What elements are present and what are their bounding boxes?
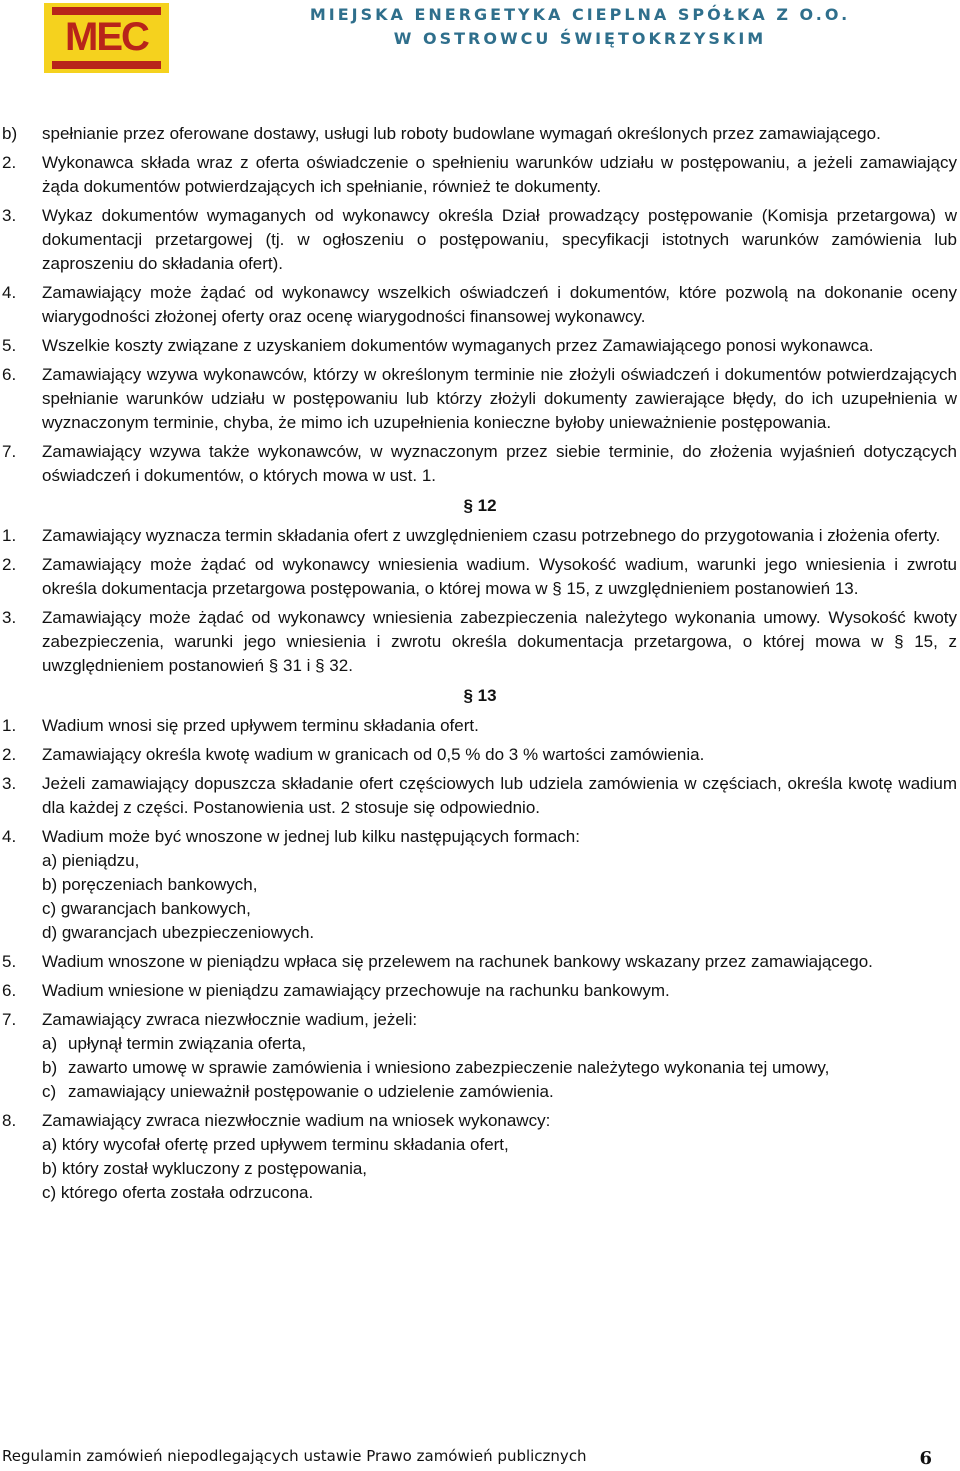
- item-text: b) który został wykluczony z postępowania,: [42, 1159, 368, 1178]
- item-text: a) pieniądzu,: [42, 851, 140, 870]
- item-text: Zamawiający wzywa także wykonawców, w wyznaczonym przez siebie terminie, do złożenia wyjaśnień dotyczących oświadczeń i dokumentów, o których mowa w ust. 1.: [42, 442, 957, 485]
- header-company-city: W OSTROWCU ŚWIĘTOKRZYSKIM: [393, 29, 767, 48]
- logo-text: MEC: [65, 15, 148, 59]
- section-heading: § 12: [463, 496, 497, 515]
- item-number: b): [42, 1058, 58, 1077]
- item-text: b) poręczeniach bankowych,: [42, 875, 258, 894]
- item-number: 1.: [2, 526, 17, 545]
- item-text: Zamawiający może żądać od wykonawcy wszelkich oświadczeń i dokumentów, które pozwolą na dokonanie oceny wiarygodności złożonej oferty oraz ocenę wiarygodności finansowej wykonawcy.: [42, 283, 957, 326]
- lettered-item: [0, 897, 960, 921]
- item-text: c) gwarancjach bankowych,: [42, 899, 251, 918]
- item-text: a) który wycofał ofertę przed upływem terminu składania ofert,: [42, 1135, 509, 1154]
- item-text: Zamawiający zwraca niezwłocznie wadium, jeżeli:: [42, 1010, 418, 1029]
- item-number: 8.: [2, 1111, 17, 1130]
- item-text: Wszelkie koszty związane z uzyskaniem dokumentów wymaganych przez Zamawiającego ponosi wykonawca.: [42, 336, 874, 355]
- item-number: 2.: [2, 745, 17, 764]
- lettered-item: [0, 849, 960, 873]
- item-number: a): [42, 1034, 58, 1053]
- item-number: 7.: [2, 442, 17, 461]
- item-text: upłynął termin związania oferta,: [68, 1034, 307, 1053]
- item-text: Wadium wnoszone w pieniądzu wpłaca się przelewem na rachunek bankowy wskazany przez zamawiającego.: [42, 952, 873, 971]
- item-number: 6.: [2, 981, 17, 1000]
- lettered-item: [0, 1181, 960, 1205]
- numbered-paragraph: [0, 714, 960, 738]
- numbered-paragraph: [0, 606, 960, 678]
- numbered-paragraph: [0, 524, 960, 548]
- item-text: Wadium może być wnoszone w jednej lub kilku następujących formach:: [42, 827, 580, 846]
- item-number: 1.: [2, 716, 17, 735]
- numbered-paragraph: [0, 825, 960, 849]
- item-number: 5.: [2, 952, 17, 971]
- logo-bar-bottom: [52, 61, 161, 69]
- item-text: d) gwarancjach ubezpieczeniowych.: [42, 923, 315, 942]
- item-text: Jeżeli zamawiający dopuszcza składanie ofert częściowych lub udziela zamówienia w częściach, określa kwotę wadium dla każdej z części. Postanowienia ust. 2 stosuje się odpowiednio.: [42, 774, 957, 817]
- item-text: spełnianie przez oferowane dostawy, usługi lub roboty budowlane wymagań określonych przez zamawiającego.: [42, 124, 881, 143]
- item-number: 4.: [2, 827, 17, 846]
- lettered-item: [0, 873, 960, 897]
- lettered-item: [0, 1157, 960, 1181]
- section-heading: § 13: [463, 686, 497, 705]
- item-number: 3.: [2, 206, 17, 225]
- numbered-paragraph: [0, 772, 960, 820]
- item-number: 7.: [2, 1010, 17, 1029]
- item-text: Zamawiający może żądać od wykonawcy wniesienia wadium. Wysokość wadium, warunki jego wniesienia i zwrotu określa dokumentacja przetargowa postępowania, o której mowa w § 15, z uwzględnieniem postanowień 13.: [42, 555, 957, 598]
- item-text: zawarto umowę w sprawie zamówienia i wniesiono zabezpieczenie należytego wykonania tej umowy,: [68, 1058, 830, 1077]
- numbered-paragraph: [0, 122, 960, 146]
- numbered-paragraph: [0, 979, 960, 1003]
- numbered-paragraph: [0, 363, 960, 435]
- lettered-item: [0, 1133, 960, 1157]
- item-text: c) którego oferta została odrzucona.: [42, 1183, 314, 1202]
- numbered-paragraph: [0, 440, 960, 488]
- item-text: Wadium wniesione w pieniądzu zamawiający przechowuje na rachunku bankowym.: [42, 981, 670, 1000]
- item-number: 3.: [2, 774, 17, 793]
- item-number: 4.: [2, 283, 17, 302]
- lettered-item: [0, 1032, 960, 1056]
- lettered-item: [0, 1056, 960, 1080]
- header-company-name: MIEJSKA ENERGETYKA CIEPLNA SPÓŁKA Z O.O.: [309, 5, 851, 24]
- numbered-paragraph: [0, 1109, 960, 1133]
- numbered-paragraph: [0, 950, 960, 974]
- item-number: c): [42, 1082, 57, 1101]
- numbered-paragraph: [0, 1008, 960, 1032]
- item-number: 5.: [2, 336, 17, 355]
- item-text: Zamawiający wzywa wykonawców, którzy w określonym terminie nie złożyli oświadczeń i dokumentów potwierdzających spełnianie warunków udziału w postępowaniu lub którzy złożyli dokumenty zawierające błędy, do ich uzupełnienia w wyznaczonym terminie, chyba, że mimo ich uzupełnienia konieczne byłoby unieważnienie postępowania.: [42, 365, 957, 432]
- item-text: Wykaz dokumentów wymaganych od wykonawcy określa Dział prowadzący postępowanie (Komisja przetargowa) w dokumentacji przetargowej (tj. w ogłoszeniu o postępowaniu, specyfikacji istotnych warunków zamówienia lub zaproszeniu do składania ofert).: [42, 206, 957, 273]
- item-number: 6.: [2, 365, 17, 384]
- item-text: Zamawiający zwraca niezwłocznie wadium na wniosek wykonawcy:: [42, 1111, 551, 1130]
- numbered-paragraph: [0, 204, 960, 276]
- footer-title: Regulamin zamówień niepodlegających ustawie Prawo zamówień publicznych: [2, 1447, 587, 1465]
- item-number: 2.: [2, 555, 17, 574]
- item-number: 2.: [2, 153, 17, 172]
- logo-bar-top: [52, 7, 161, 15]
- item-text: Zamawiający może żądać od wykonawcy wniesienia zabezpieczenia należytego wykonania umowy. Wysokość kwoty zabezpieczenia, warunki jego wniesienia i zwrotu określa dokumentacja przetargowa, o której mowa w § 15, z uwzględnieniem postanowień § 31 i § 32.: [42, 608, 957, 675]
- numbered-paragraph: [0, 553, 960, 601]
- company-logo: [44, 3, 169, 73]
- item-text: zamawiający unieważnił postępowanie o udzielenie zamówienia.: [68, 1082, 554, 1101]
- lettered-item: [0, 1080, 960, 1104]
- item-text: Wykonawca składa wraz z oferta oświadczenie o spełnieniu warunków udziału w postępowaniu, a jeżeli zamawiający żąda dokumentów potwierdzających ich spełnianie, również te dokumenty.: [42, 153, 957, 196]
- document-body: [0, 122, 960, 1205]
- page-number: 6: [919, 1448, 932, 1469]
- item-text: Zamawiający określa kwotę wadium w granicach od 0,5 % do 3 % wartości zamówienia.: [42, 745, 705, 764]
- item-text: Zamawiający wyznacza termin składania ofert z uwzględnieniem czasu potrzebnego do przygotowania i złożenia oferty.: [42, 526, 941, 545]
- item-number: 3.: [2, 608, 17, 627]
- numbered-paragraph: [0, 743, 960, 767]
- item-number: b): [2, 124, 18, 143]
- item-text: Wadium wnosi się przed upływem terminu składania ofert.: [42, 716, 479, 735]
- numbered-paragraph: [0, 281, 960, 329]
- lettered-item: [0, 921, 960, 945]
- numbered-paragraph: [0, 334, 960, 358]
- numbered-paragraph: [0, 151, 960, 199]
